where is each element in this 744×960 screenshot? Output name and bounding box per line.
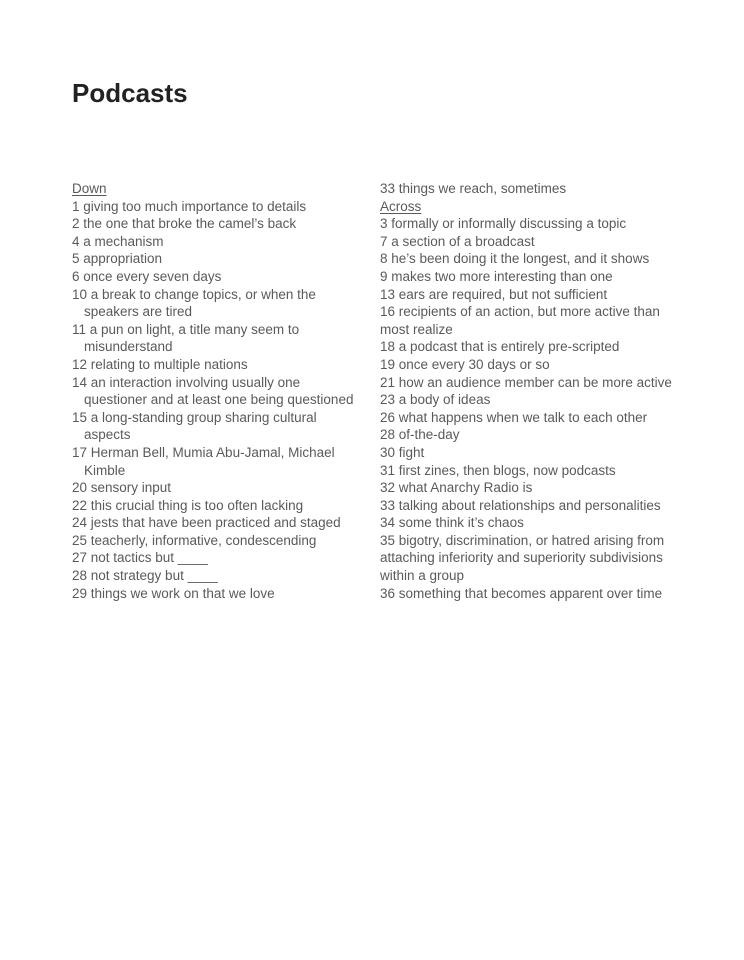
across-clue: 26 what happens when we talk to each other: [380, 409, 648, 425]
across-clue: 33 talking about relationships and personalities: [380, 497, 661, 513]
down-clue: 11 a pun on light, a title many seem to misunderstand: [72, 321, 300, 355]
down-clue: 15 a long-standing group sharing cultural aspects: [72, 409, 317, 443]
down-clue: 28 not strategy but ____: [72, 568, 218, 584]
across-clue: 30 fight: [380, 444, 425, 460]
down-clue: 10 a break to change topics, or when the speakers are tired: [72, 286, 316, 320]
across-clue: 32 what Anarchy Radio is: [380, 480, 533, 496]
across-clue: 18 a podcast that is entirely pre-scripted: [380, 339, 620, 355]
clues-column-left: [72, 180, 354, 602]
across-clue: 21 how an audience member can be more active: [380, 374, 672, 390]
down-clue: 25 teacherly, informative, condescending: [72, 532, 317, 548]
across-clue: 8 he’s been doing it the longest, and it shows: [380, 251, 650, 267]
across-clue: 9 makes two more interesting than one: [380, 268, 613, 284]
across-clue: 36 something that becomes apparent over time: [380, 585, 663, 601]
across-clue: 34 some think it’s chaos: [380, 515, 524, 531]
across-clue: 28 of-the-day: [380, 427, 460, 443]
across-clue: 35 bigotry, discrimination, or hatred arising from attaching inferiority and superiority subdivisions within a group: [380, 532, 665, 584]
down-clue: 1 giving too much importance to details: [72, 198, 307, 214]
down-clue: 24 jests that have been practiced and staged: [72, 515, 341, 531]
down-clue: 12 relating to multiple nations: [72, 356, 248, 372]
down-clue: 20 sensory input: [72, 480, 172, 496]
across-clue: 13 ears are required, but not sufficient: [380, 286, 608, 302]
across-clue: 23 a body of ideas: [380, 392, 491, 408]
down-clue: 33 things we reach, sometimes: [380, 181, 567, 196]
down-clue: 4 a mechanism: [72, 233, 164, 249]
down-clue: 5 appropriation: [72, 251, 163, 267]
across-clue: 31 first zines, then blogs, now podcasts: [380, 462, 616, 478]
clues-column-right: [380, 180, 676, 602]
down-clue: 17 Herman Bell, Mumia Abu-Jamal, Michael Kimble: [72, 444, 335, 478]
down-clue: 2 the one that broke the camel’s back: [72, 216, 297, 232]
down-clue: 29 things we work on that we love: [72, 585, 275, 601]
across-heading: Across: [380, 198, 422, 214]
across-clue: 7 a section of a broadcast: [380, 233, 535, 249]
across-clue: 16 recipients of an action, but more active than most realize: [380, 304, 660, 337]
down-clue: 27 not tactics but ____: [72, 550, 208, 566]
down-clue: 6 once every seven days: [72, 268, 222, 284]
across-clue: 19 once every 30 days or so: [380, 356, 550, 372]
down-clue: 22 this crucial thing is too often lacking: [72, 497, 304, 513]
down-clue: 14 an interaction involving usually one questioner and at least one being questioned: [72, 374, 354, 408]
down-heading: Down: [72, 181, 107, 196]
page-title: Podcasts: [72, 78, 188, 108]
across-clue: 3 formally or informally discussing a topic: [380, 216, 627, 232]
